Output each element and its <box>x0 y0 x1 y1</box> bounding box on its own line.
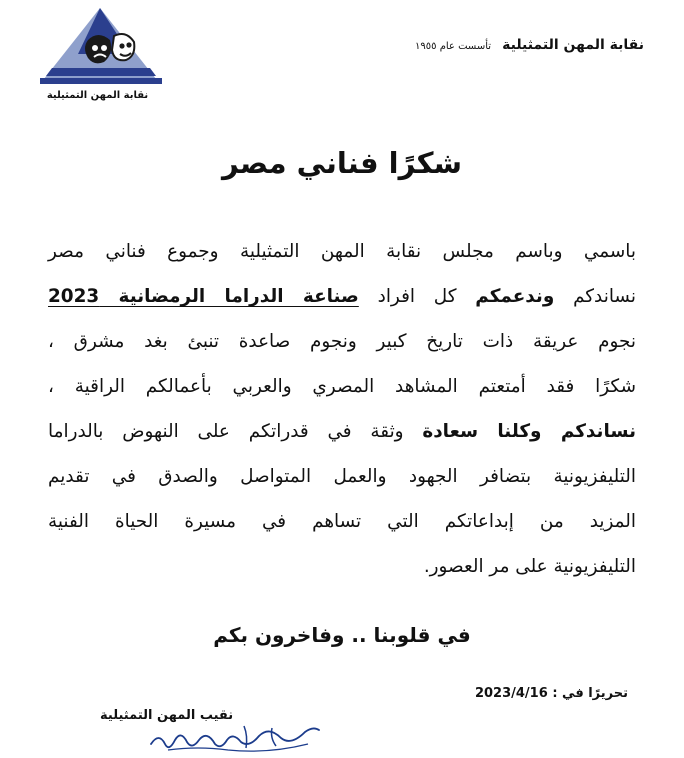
closing-line: في قلوبنا .. وفاخرون بكم <box>213 623 471 647</box>
letter-body <box>48 229 636 589</box>
date-line <box>475 686 628 701</box>
established-date: تأسست عام ١٩٥٥ <box>415 41 492 52</box>
body-text: وثقة في قدراتكم على النهوض بالدراما <box>48 421 404 442</box>
signatory-title: نقيب المهن التمثيلية <box>100 708 234 723</box>
body-line-3: نجوم عريقة ذات تاريخ كبير ونجوم صاعدة تنبئ بغد مشرق ، <box>48 331 636 352</box>
org-name: نقابة المهن التمثيلية <box>502 37 644 53</box>
date-label: تحريرًا في : <box>552 686 628 701</box>
date-value: 2023/4/16 <box>474 686 548 701</box>
body-line-2 <box>48 274 636 319</box>
body-text: كل افراد <box>377 286 457 307</box>
body-line-1: باسمي وباسم مجلس نقابة المهن التمثيلية وجموع فناني مصر <box>48 241 636 262</box>
body-bold-text: نساندكم وكلنا سعادة <box>422 421 636 442</box>
body-text: نساندكم <box>573 286 636 307</box>
body-line-5 <box>48 409 636 454</box>
body-line-8: التليفزيونية على مر العصور. <box>423 556 636 577</box>
union-logo <box>30 6 165 106</box>
letter-title: شكرًا فناني مصر <box>221 146 463 180</box>
union-logo-icon <box>30 6 165 92</box>
body-underlined-text: صناعة الدراما الرمضانية 2023 <box>48 286 359 307</box>
body-bold-text: وندعمكم <box>475 286 555 307</box>
body-line-7: المزيد من إبداعاتكم التي تساهم في مسيرة الحياة الفنية <box>48 511 636 532</box>
body-line-6: التليفزيونية بتضافر الجهود والعمل المتواصل والصدق في تقديم <box>48 466 636 487</box>
logo-caption: نقابة المهن التمثيلية <box>46 90 149 101</box>
signature-icon <box>148 718 323 758</box>
letterhead <box>415 34 644 53</box>
body-line-4: شكرًا فقد أمتعتم المشاهد المصري والعربي بأعمالكم الراقية ، <box>48 376 636 397</box>
